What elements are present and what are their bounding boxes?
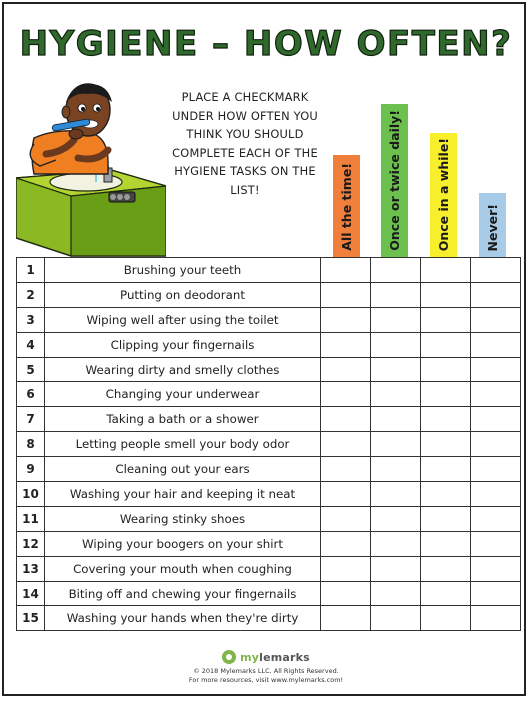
table-row	[17, 382, 521, 407]
checkbox-cell[interactable]	[471, 357, 521, 382]
task-text: Biting off and chewing your fingernails	[45, 581, 321, 606]
checkbox-cell[interactable]	[371, 606, 421, 631]
task-text: Putting on deodorant	[45, 282, 321, 307]
task-number: 1	[17, 258, 45, 283]
checkbox-cell[interactable]	[371, 556, 421, 581]
checkbox-cell[interactable]	[471, 407, 521, 432]
task-number: 14	[17, 581, 45, 606]
checkbox-cell[interactable]	[421, 457, 471, 482]
task-number: 10	[17, 482, 45, 507]
checkbox-cell[interactable]	[421, 407, 471, 432]
task-text: Changing your underwear	[45, 382, 321, 407]
column-header-once-in-a-while	[430, 133, 457, 257]
task-number: 8	[17, 432, 45, 457]
checkbox-cell[interactable]	[371, 357, 421, 382]
checkbox-cell[interactable]	[371, 407, 421, 432]
checkbox-cell[interactable]	[371, 506, 421, 531]
boy-brushing-teeth-illustration	[16, 78, 166, 258]
table-row	[17, 332, 521, 357]
checkbox-cell[interactable]	[421, 606, 471, 631]
task-number: 2	[17, 282, 45, 307]
column-header-all-the-time	[333, 155, 360, 257]
table-row	[17, 581, 521, 606]
checkbox-cell[interactable]	[421, 282, 471, 307]
checkbox-cell[interactable]	[321, 258, 371, 283]
checkbox-cell[interactable]	[321, 382, 371, 407]
task-text: Letting people smell your body odor	[45, 432, 321, 457]
checkbox-cell[interactable]	[471, 432, 521, 457]
table-row	[17, 606, 521, 631]
table-row	[17, 531, 521, 556]
task-text: Washing your hair and keeping it neat	[45, 482, 321, 507]
checkbox-cell[interactable]	[421, 556, 471, 581]
checkbox-cell[interactable]	[421, 332, 471, 357]
checkbox-cell[interactable]	[371, 482, 421, 507]
resources-text: For more resources, visit www.mylemarks.com!	[188, 676, 344, 684]
column-header-once-or-twice-daily	[381, 104, 408, 257]
table-row	[17, 506, 521, 531]
table-row	[17, 482, 521, 507]
checkbox-cell[interactable]	[471, 307, 521, 332]
task-text: Clipping your fingernails	[45, 332, 321, 357]
checkbox-cell[interactable]	[321, 506, 371, 531]
checkbox-cell[interactable]	[421, 506, 471, 531]
column-header-label: Once or twice daily!	[387, 110, 402, 251]
footer	[0, 650, 532, 685]
checkbox-cell[interactable]	[421, 482, 471, 507]
page-title: HYGIENE – HOW OFTEN?	[19, 24, 513, 64]
table-row	[17, 282, 521, 307]
checkbox-cell[interactable]	[471, 606, 521, 631]
column-header-label: Never!	[485, 203, 500, 251]
task-text: Cleaning out your ears	[45, 457, 321, 482]
checkbox-cell[interactable]	[321, 556, 371, 581]
task-text: Wiping your boogers on your shirt	[45, 531, 321, 556]
checkbox-cell[interactable]	[471, 556, 521, 581]
table-row	[17, 457, 521, 482]
task-number: 12	[17, 531, 45, 556]
checkbox-cell[interactable]	[371, 531, 421, 556]
checkbox-cell[interactable]	[421, 382, 471, 407]
checkbox-cell[interactable]	[471, 506, 521, 531]
checkbox-cell[interactable]	[321, 606, 371, 631]
checkbox-cell[interactable]	[321, 432, 371, 457]
checkbox-cell[interactable]	[371, 581, 421, 606]
task-text: Wiping well after using the toilet	[45, 307, 321, 332]
checkbox-cell[interactable]	[471, 282, 521, 307]
task-number: 9	[17, 457, 45, 482]
checkbox-cell[interactable]	[371, 258, 421, 283]
copyright-text: © 2018 Mylemarks LLC. All Rights Reserved.	[193, 667, 339, 675]
checkbox-cell[interactable]	[471, 258, 521, 283]
mylemarks-logo	[0, 650, 532, 664]
task-text: Taking a bath or a shower	[45, 407, 321, 432]
checkbox-cell[interactable]	[321, 282, 371, 307]
checkbox-cell[interactable]	[371, 432, 421, 457]
checkbox-cell[interactable]	[471, 332, 521, 357]
checkbox-cell[interactable]	[471, 531, 521, 556]
checkbox-cell[interactable]	[321, 357, 371, 382]
checkbox-cell[interactable]	[371, 282, 421, 307]
checkbox-cell[interactable]	[321, 332, 371, 357]
table-row	[17, 357, 521, 382]
logo-suffix: lemarks	[259, 650, 310, 664]
task-number: 4	[17, 332, 45, 357]
checkbox-cell[interactable]	[471, 482, 521, 507]
logo-prefix: my	[240, 650, 260, 664]
checkbox-cell[interactable]	[371, 382, 421, 407]
task-number: 13	[17, 556, 45, 581]
checkbox-cell[interactable]	[471, 457, 521, 482]
table-row	[17, 258, 521, 283]
checkbox-cell[interactable]	[421, 581, 471, 606]
checkbox-cell[interactable]	[421, 432, 471, 457]
column-header-never	[479, 193, 506, 257]
checkbox-cell[interactable]	[421, 531, 471, 556]
task-number: 3	[17, 307, 45, 332]
checkbox-cell[interactable]	[371, 457, 421, 482]
checkbox-cell[interactable]	[321, 482, 371, 507]
table-row	[17, 432, 521, 457]
table-row	[17, 307, 521, 332]
task-text: Washing your hands when they're dirty	[45, 606, 321, 631]
checkbox-cell[interactable]	[321, 307, 371, 332]
checkbox-cell[interactable]	[321, 457, 371, 482]
checkbox-cell[interactable]	[321, 581, 371, 606]
column-header-label: Once in a while!	[436, 137, 451, 251]
task-text: Wearing stinky shoes	[45, 506, 321, 531]
logo-mark-icon	[222, 650, 236, 664]
checkbox-cell[interactable]	[421, 307, 471, 332]
checkbox-cell[interactable]	[471, 581, 521, 606]
checkbox-cell[interactable]	[421, 357, 471, 382]
column-header-label: All the time!	[339, 163, 354, 251]
task-number: 7	[17, 407, 45, 432]
table-row	[17, 407, 521, 432]
task-number: 6	[17, 382, 45, 407]
hygiene-task-table	[16, 257, 521, 631]
task-text: Covering your mouth when coughing	[45, 556, 321, 581]
table-row	[17, 556, 521, 581]
task-number: 15	[17, 606, 45, 631]
checkbox-cell[interactable]	[321, 531, 371, 556]
task-number: 11	[17, 506, 45, 531]
checkbox-cell[interactable]	[371, 332, 421, 357]
checkbox-cell[interactable]	[321, 407, 371, 432]
task-text: Wearing dirty and smelly clothes	[45, 357, 321, 382]
task-number: 5	[17, 357, 45, 382]
checkbox-cell[interactable]	[421, 258, 471, 283]
instructions-text: PLACE A CHECKMARK UNDER HOW OFTEN YOU THINK YOU SHOULD COMPLETE EACH OF THE HYGIENE TASKS ON THE LIST!	[172, 90, 318, 197]
task-text: Brushing your teeth	[45, 258, 321, 283]
checkbox-cell[interactable]	[471, 382, 521, 407]
checkbox-cell[interactable]	[371, 307, 421, 332]
